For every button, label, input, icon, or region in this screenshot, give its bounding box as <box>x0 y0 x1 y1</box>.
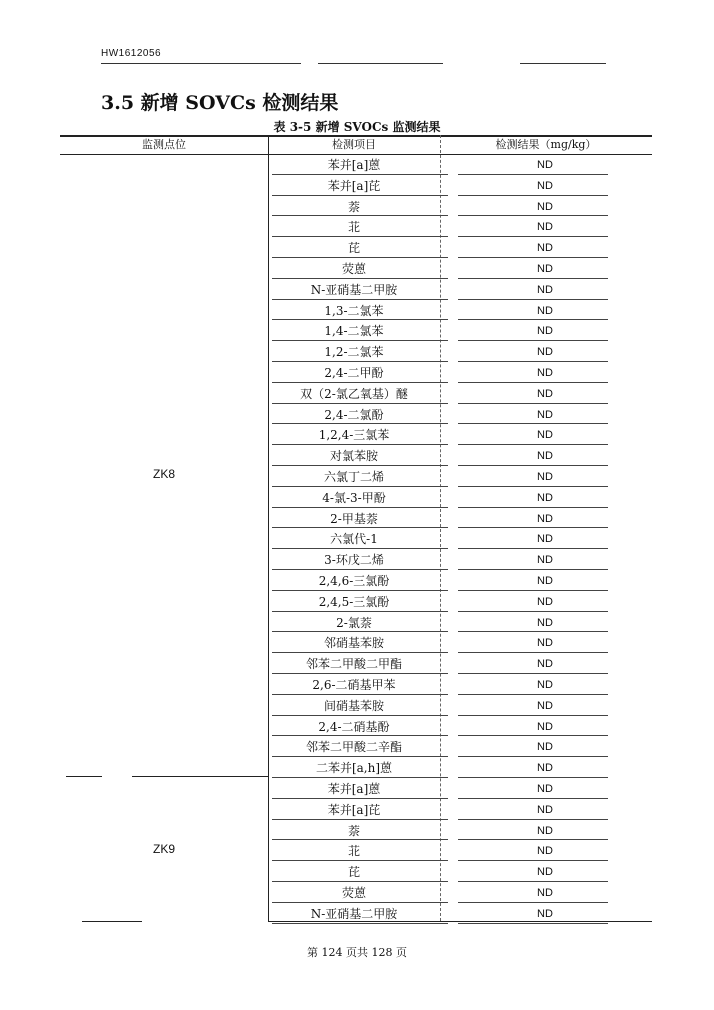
table-cell-result: ND <box>537 512 553 525</box>
table-cell-item: 芘 <box>347 865 360 880</box>
table-cell-result: ND <box>537 471 553 483</box>
table-cell-result: ND <box>537 803 553 816</box>
table-cell-item: 2-甲基萘 <box>330 511 378 526</box>
table-cell-item: 3-环戊二烯 <box>324 553 384 568</box>
table-bottom-rule <box>268 921 652 922</box>
table-cell-result: ND <box>537 533 553 546</box>
row-rule <box>458 195 608 196</box>
table-cell-result: ND <box>537 387 553 400</box>
table-cell-result: ND <box>537 221 553 234</box>
row-rule <box>458 819 608 820</box>
row-rule <box>272 423 448 424</box>
row-rule <box>272 236 448 237</box>
row-rule <box>458 444 608 445</box>
header-result: 检测结果（mg/kg） <box>495 138 597 151</box>
table-cell-result: ND <box>537 699 553 712</box>
table-cell-item: 双（2-氯乙氧基）醚 <box>300 386 408 401</box>
table-cell-result: ND <box>537 595 553 608</box>
table-cell-result: ND <box>537 450 553 463</box>
row-rule <box>272 881 448 882</box>
table-cell-result: ND <box>537 866 553 879</box>
table-cell-result: ND <box>537 408 553 421</box>
row-rule <box>458 215 608 216</box>
row-rule <box>272 902 448 903</box>
table-cell-item: 苝 <box>347 220 360 235</box>
row-rule <box>272 215 448 216</box>
table-cell-item: 萘 <box>347 199 360 214</box>
header-rule <box>520 63 606 64</box>
table-cell-item: 二苯并[a,h]蒽 <box>315 761 393 776</box>
table-cell-item: 六氯代-1 <box>330 532 378 547</box>
table-cell-result: ND <box>537 616 553 629</box>
table-bottom-rule <box>82 921 142 922</box>
table-cell-result: ND <box>537 325 553 338</box>
site-divider <box>66 776 102 777</box>
row-rule <box>272 569 448 570</box>
table-cell-item: N-亚硝基二甲胺 <box>310 906 398 921</box>
table-cell-item: N-亚硝基二甲胺 <box>310 282 398 297</box>
table-cell-result: ND <box>537 679 553 691</box>
table-cell-result: ND <box>537 367 553 379</box>
table-cell-result: ND <box>537 179 553 192</box>
table-cell-item: 1,2,4-三氯苯 <box>318 428 390 443</box>
row-rule <box>458 340 608 341</box>
table-cell-item: 苯并[a]蒽 <box>327 158 381 172</box>
site-label-zk9: ZK9 <box>152 842 175 856</box>
table-cell-result: ND <box>537 429 553 442</box>
table-cell-item: 邻苯二甲酸二辛酯 <box>305 740 402 755</box>
table-cell-result: ND <box>537 658 553 671</box>
table-cell-result: ND <box>537 887 553 899</box>
table-cell-result: ND <box>537 242 553 255</box>
table-cell-result: ND <box>537 783 553 795</box>
table-cell-item: 4-氯-3-甲酚 <box>322 490 386 505</box>
row-rule <box>458 299 608 300</box>
row-rule <box>458 382 608 383</box>
table-cell-result: ND <box>537 575 553 587</box>
row-rule <box>272 361 448 362</box>
table-caption: 表 3-5 新增 SVOCs 监测结果 <box>273 120 441 134</box>
table-cell-item: 苝 <box>347 844 360 859</box>
row-rule <box>458 652 608 653</box>
table-cell-item: 1,2-二氯苯 <box>324 345 384 360</box>
table-cell-item: 2,4,5-三氯酚 <box>318 594 390 609</box>
table-cell-item: 2,4-二甲酚 <box>324 366 384 380</box>
row-rule <box>458 361 608 362</box>
row-rule <box>458 174 608 175</box>
row-rule <box>272 611 448 612</box>
table-cell-result: ND <box>537 159 553 171</box>
row-rule <box>272 278 448 279</box>
table-cell-item: 苯并[a]芘 <box>327 802 381 817</box>
table-cell-result: ND <box>537 845 553 858</box>
table-cell-result: ND <box>537 283 553 296</box>
row-rule <box>458 257 608 258</box>
row-rule <box>272 590 448 591</box>
row-rule <box>458 278 608 279</box>
row-rule <box>458 777 608 778</box>
table-cell-item: 1,3-二氯苯 <box>324 303 384 318</box>
row-rule <box>272 527 448 528</box>
row-rule <box>272 923 448 924</box>
row-rule <box>272 548 448 549</box>
row-rule <box>458 423 608 424</box>
row-rule <box>272 631 448 632</box>
row-rule <box>272 735 448 736</box>
header-rule <box>101 63 301 64</box>
row-rule <box>458 902 608 903</box>
table-cell-result: ND <box>537 720 553 733</box>
row-rule <box>272 839 448 840</box>
row-rule <box>272 444 448 445</box>
table-cell-item: 2,6-二硝基甲苯 <box>312 678 396 692</box>
table-cell-item: 苯并[a]芘 <box>327 178 381 193</box>
table-cell-result: ND <box>537 554 553 567</box>
row-rule <box>272 798 448 799</box>
table-cell-result: ND <box>537 491 553 504</box>
row-rule <box>272 465 448 466</box>
table-cell-item: 苯并[a]蒽 <box>327 782 381 796</box>
row-rule <box>458 673 608 674</box>
row-rule <box>458 507 608 508</box>
site-divider <box>132 776 268 777</box>
table-cell-item: 六氯丁二烯 <box>323 470 384 484</box>
table-cell-item: 间硝基苯胺 <box>323 698 384 713</box>
document-id: HW1612056 <box>101 48 162 59</box>
table-cell-result: ND <box>537 263 553 275</box>
row-rule <box>272 694 448 695</box>
site-label-zk8: ZK8 <box>152 467 175 481</box>
row-rule <box>458 860 608 861</box>
row-rule <box>272 382 448 383</box>
row-rule <box>272 486 448 487</box>
header-item: 检测项目 <box>332 138 376 151</box>
row-rule <box>272 319 448 320</box>
row-rule <box>458 486 608 487</box>
page-footer: 第 124 页共 128 页 <box>307 946 407 959</box>
table-cell-item: 萘 <box>347 823 360 838</box>
table-cell-result: ND <box>537 200 553 213</box>
row-rule <box>272 777 448 778</box>
table-cell-item: 2,4,6-三氯酚 <box>318 574 390 588</box>
row-rule <box>458 839 608 840</box>
row-rule <box>272 860 448 861</box>
table-cell-result: ND <box>537 824 553 837</box>
row-rule <box>272 340 448 341</box>
row-rule <box>458 756 608 757</box>
row-rule <box>272 673 448 674</box>
row-rule <box>458 465 608 466</box>
row-rule <box>272 299 448 300</box>
table-cell-result: ND <box>537 304 553 317</box>
table-cell-item: 2,4-二硝基酚 <box>318 719 390 734</box>
row-rule <box>272 756 448 757</box>
header-site: 监测点位 <box>142 138 186 151</box>
table-cell-item: 对氯苯胺 <box>329 449 378 464</box>
row-rule <box>272 403 448 404</box>
row-rule <box>272 715 448 716</box>
row-rule <box>458 715 608 716</box>
row-rule <box>272 174 448 175</box>
row-rule <box>458 881 608 882</box>
table-cell-item: 芘 <box>347 241 360 256</box>
row-rule <box>458 923 608 924</box>
row-rule <box>458 735 608 736</box>
row-rule <box>458 319 608 320</box>
table-cell-item: 邻硝基苯胺 <box>323 636 384 651</box>
row-rule <box>458 527 608 528</box>
row-rule <box>458 798 608 799</box>
row-rule <box>458 569 608 570</box>
row-rule <box>458 403 608 404</box>
table-cell-item: 邻苯二甲酸二甲酯 <box>305 657 402 672</box>
row-rule <box>272 819 448 820</box>
table-cell-item: 荧蒽 <box>341 886 366 900</box>
table-cell-item: 2,4-二氯酚 <box>324 407 384 422</box>
row-rule <box>458 631 608 632</box>
table-cell-result: ND <box>537 741 553 754</box>
row-rule <box>458 236 608 237</box>
row-rule <box>272 195 448 196</box>
row-rule <box>272 652 448 653</box>
table-cell-result: ND <box>537 346 553 359</box>
table-cell-result: ND <box>537 762 553 775</box>
table-cell-item: 荧蒽 <box>341 262 366 276</box>
table-cell-result: ND <box>537 637 553 650</box>
section-title: 3.5 新增 SOVCs 检测结果 <box>101 92 339 114</box>
row-rule <box>272 507 448 508</box>
row-rule <box>458 611 608 612</box>
row-rule <box>272 257 448 258</box>
row-rule <box>458 548 608 549</box>
table-cell-result: ND <box>537 907 553 920</box>
table-cell-item: 2-氯萘 <box>336 615 372 630</box>
header-rule <box>318 63 443 64</box>
row-rule <box>458 590 608 591</box>
table-cell-item: 1,4-二氯苯 <box>324 324 384 339</box>
row-rule <box>458 694 608 695</box>
